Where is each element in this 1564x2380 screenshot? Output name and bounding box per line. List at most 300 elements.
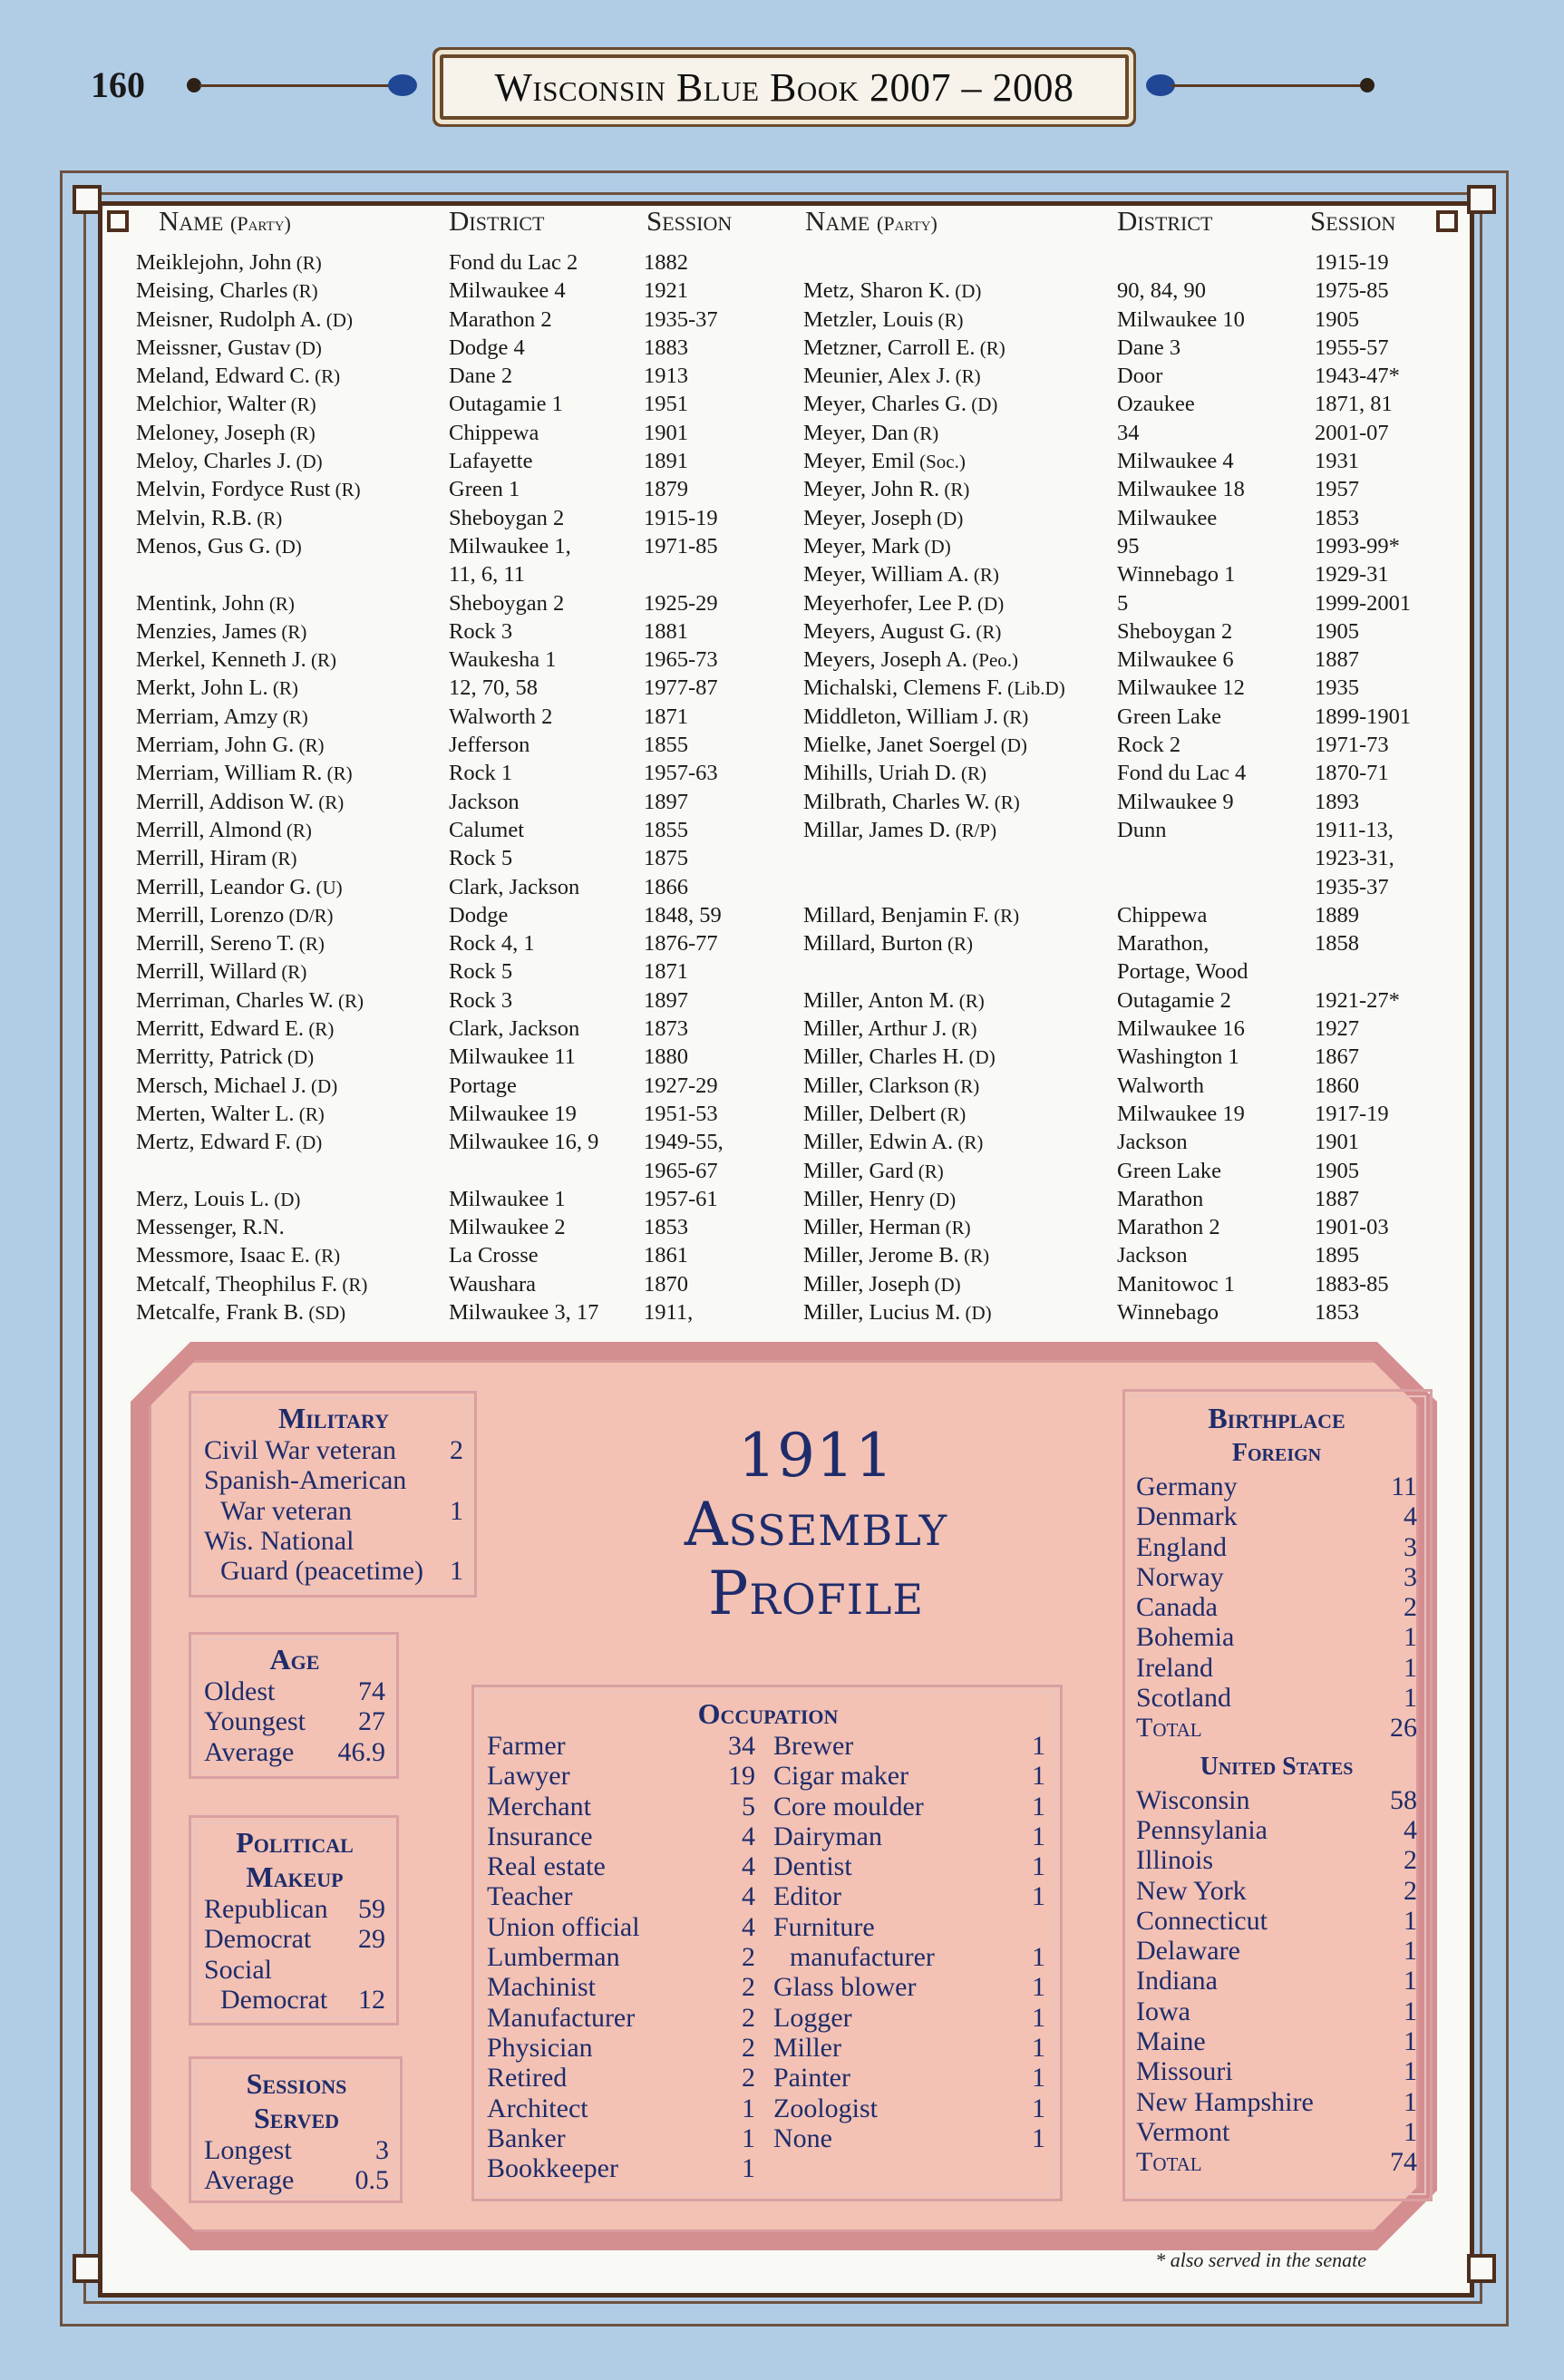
member-district: Winnebago	[1117, 1299, 1219, 1325]
party-abbrev: (D)	[967, 393, 998, 416]
party-abbrev: (R)	[294, 1103, 325, 1125]
member-district: 34	[1117, 420, 1140, 445]
party-abbrev: (D)	[972, 592, 1005, 615]
member-session: 1895	[1315, 1243, 1359, 1268]
roster-row	[803, 1100, 1456, 1128]
member-session: 1876-77	[644, 931, 718, 957]
sessions-title-line2: Served	[253, 2102, 340, 2134]
roster-row	[803, 447, 1456, 475]
party-abbrev: (D)	[321, 308, 353, 331]
member-district: Portage	[449, 1073, 517, 1098]
sessions-rows	[204, 2135, 389, 2196]
member-district: Dodge	[449, 902, 509, 928]
party-abbrev: (R)	[287, 280, 318, 303]
member-session: 1871	[644, 704, 688, 729]
book-title: Wisconsin Blue Book 2007 – 2008	[494, 64, 1074, 110]
member-district: 11, 6, 11	[449, 562, 525, 588]
member-name: Mersch, Michael J. (D)	[136, 1073, 338, 1098]
party-abbrev: (R)	[314, 791, 345, 813]
party-abbrev: (R)	[935, 1103, 967, 1125]
party-abbrev: (R)	[933, 308, 964, 331]
foreign-birthplace-rows	[1136, 1472, 1417, 1713]
member-district: 5	[1117, 590, 1129, 616]
member-name: Miller, Joseph (D)	[803, 1271, 961, 1297]
roster-row	[136, 1241, 789, 1269]
occupation-row: Core moulder 1	[773, 1791, 1045, 1821]
party-abbrev: (R)	[251, 507, 283, 529]
party-abbrev: (R)	[947, 1018, 977, 1041]
party-abbrev: (D)	[924, 1188, 957, 1210]
member-session: 1883-85	[1315, 1271, 1389, 1297]
roster-row	[803, 929, 1456, 957]
birthplace-title: Birthplace	[1208, 1402, 1345, 1434]
party-abbrev: (Peo.)	[967, 649, 1019, 672]
birthplace-row: Connecticut 1	[1136, 1905, 1417, 1936]
birthplace-row: Norway 3	[1136, 1561, 1417, 1592]
member-name: Meisner, Rudolph A. (D)	[136, 306, 353, 332]
member-session: 1935	[1315, 675, 1359, 701]
party-abbrev: (R)	[908, 422, 939, 444]
occupation-row: Dairyman 1	[773, 1821, 1045, 1851]
party-abbrev: (D)	[268, 1188, 301, 1210]
political-row: Democrat 12	[220, 1984, 385, 2015]
member-session: 1935-37	[644, 306, 718, 332]
member-district: Walworth	[1117, 1073, 1205, 1098]
header-name-right: Name (Party)	[805, 205, 937, 237]
political-row: Social	[204, 1954, 272, 1985]
occupation-row: Merchant 5	[487, 1791, 755, 1821]
party-abbrev: (R)	[337, 1273, 368, 1296]
member-session: 1899-1901	[1315, 704, 1412, 729]
member-session: 1901	[644, 420, 688, 445]
party-abbrev: (R)	[267, 677, 298, 700]
roster-row	[803, 419, 1456, 447]
member-session: 1897	[644, 789, 688, 814]
birthplace-row: Delaware 1	[1136, 1936, 1417, 1967]
occupation-row: Lumberman 2	[487, 1942, 755, 1973]
military-box	[189, 1391, 477, 1598]
age-row: Youngest 27	[204, 1706, 385, 1737]
roster-row	[803, 334, 1456, 362]
roster-row	[136, 390, 789, 418]
roster-row	[803, 1185, 1456, 1213]
member-district: 95	[1117, 533, 1140, 559]
occupation-row: Insurance 4	[487, 1821, 755, 1851]
header-rule-right	[1171, 84, 1364, 87]
political-row: Republican 59	[204, 1894, 385, 1924]
member-session: 1951	[644, 392, 688, 417]
member-district: Marathon	[1117, 1186, 1204, 1211]
member-district: Jefferson	[449, 733, 530, 758]
footnote: * also served in the senate	[1155, 2249, 1366, 2271]
member-name: Merriam, William R. (R)	[136, 761, 353, 786]
header-session-left: Session	[646, 205, 733, 237]
page-number: 160	[91, 64, 145, 105]
frame-corner-ornament	[73, 185, 102, 214]
member-district: La Crosse	[449, 1243, 539, 1268]
party-abbrev: (R)	[286, 393, 316, 416]
member-district: Clark, Jackson	[449, 1016, 580, 1042]
frame-corner-ornament	[107, 210, 129, 232]
header-ornament-oval-left	[388, 74, 417, 96]
member-name: Miller, Edwin A. (R)	[803, 1130, 984, 1155]
military-row: Civil War veteran 2	[204, 1435, 463, 1465]
roster-row	[803, 1128, 1456, 1156]
member-name: Metcalfe, Frank B. (SD)	[136, 1299, 346, 1325]
member-session: 1921	[644, 278, 688, 304]
member-name: Messenger, R.N.	[136, 1215, 285, 1240]
roster-row	[136, 929, 789, 957]
header-district-right: District	[1117, 205, 1213, 237]
member-district: Jackson	[1117, 1130, 1188, 1155]
roster-row	[136, 475, 789, 503]
birthplace-row: New Hampshire 1	[1136, 2086, 1417, 2117]
party-abbrev: (R)	[942, 933, 974, 956]
member-name: Metz, Sharon K. (D)	[803, 278, 982, 304]
member-name: Messmore, Isaac E. (R)	[136, 1243, 341, 1268]
member-district: Manitowoc 1	[1117, 1271, 1235, 1297]
occupation-row: None 1	[773, 2123, 1045, 2153]
member-name: Merriman, Charles W. (R)	[136, 987, 364, 1013]
roster-row	[136, 674, 789, 702]
member-name: Meyer, Mark (D)	[803, 533, 951, 559]
military-row: Wis. National	[204, 1525, 355, 1556]
party-abbrev: (R)	[294, 734, 325, 757]
member-name: Meyer, John R. (R)	[803, 477, 970, 502]
party-abbrev: (D)	[996, 734, 1027, 757]
member-session: 1943-47*	[1315, 364, 1400, 389]
member-session: 1891	[644, 449, 688, 474]
header-ornament-dot-right	[1360, 78, 1375, 92]
birthplace-row: Wisconsin 58	[1136, 1784, 1417, 1815]
member-session: 1951-53	[644, 1101, 718, 1126]
member-session: 1905	[1315, 1158, 1359, 1183]
occupation-title: Occupation	[697, 1697, 839, 1730]
member-name: Meyer, Dan (R)	[803, 420, 939, 445]
header-rule-left	[199, 84, 392, 87]
roster-row	[136, 447, 789, 475]
member-name: Menos, Gus G. (D)	[136, 533, 302, 559]
birthplace-row: Pennsylania 4	[1136, 1814, 1417, 1845]
member-district: Milwaukee 16	[1117, 1016, 1245, 1042]
roster-row	[136, 1100, 789, 1128]
foreign-total-row: Total 26	[1136, 1713, 1417, 1744]
occupation-row: Lawyer 19	[487, 1761, 755, 1792]
birthplace-box	[1122, 1389, 1433, 2201]
member-session: 1965-67	[644, 1158, 718, 1183]
member-session: 1905	[1315, 306, 1359, 332]
us-birthplace-rows	[1136, 1785, 1417, 2148]
member-district: Rock 3	[449, 618, 513, 644]
member-session: 1925-29	[644, 590, 718, 616]
roster-row	[803, 703, 1456, 731]
member-session: 1860	[1315, 1073, 1359, 1098]
member-session: 1871, 81	[1315, 392, 1393, 417]
occupation-row: Glass blower 1	[773, 1972, 1045, 2003]
member-district: Green Lake	[1117, 1158, 1221, 1183]
member-district: Milwaukee 1,	[449, 533, 571, 559]
member-district: Chippewa	[1117, 902, 1208, 928]
roster-right	[803, 248, 1456, 1326]
member-name: Millar, James D. (R/P)	[803, 817, 997, 842]
member-session: 1927-29	[644, 1073, 718, 1098]
birthplace-row: Denmark 4	[1136, 1501, 1417, 1532]
member-name: Menzies, James (R)	[136, 618, 307, 644]
roster-row	[803, 1015, 1456, 1043]
member-name: Meloney, Joseph (R)	[136, 420, 316, 445]
roster-row	[136, 1015, 789, 1043]
roster-row	[136, 1270, 789, 1298]
member-session: 1911-13,	[1315, 817, 1394, 842]
member-district: Rock 3	[449, 987, 513, 1013]
occupation-row: Manufacturer 2	[487, 2002, 755, 2033]
roster-row	[136, 1072, 789, 1100]
header-name-left: Name (Party)	[159, 205, 291, 237]
member-name: Meyers, Joseph A. (Peo.)	[803, 647, 1019, 673]
roster-row	[136, 532, 789, 560]
party-abbrev: (R)	[281, 819, 312, 841]
roster-row	[136, 362, 789, 390]
sessions-row: Average 0.5	[204, 2165, 389, 2196]
occupation-row: Editor 1	[773, 1881, 1045, 1912]
age-row: Oldest 74	[204, 1676, 385, 1706]
roster-row	[803, 1270, 1456, 1298]
roster-row	[136, 560, 789, 588]
roster-row	[136, 957, 789, 986]
party-abbrev: (U)	[311, 876, 343, 899]
member-name: Meyerhofer, Lee P. (D)	[803, 590, 1005, 616]
member-name: Miller, Jerome B. (R)	[803, 1243, 990, 1268]
member-district: Rock 5	[449, 959, 513, 985]
roster-row	[803, 759, 1456, 787]
occupation-list-right	[773, 1731, 1045, 2183]
sessions-served-box	[189, 2056, 403, 2203]
member-session: 1873	[644, 1016, 688, 1042]
frame-corner-ornament	[1436, 210, 1458, 232]
member-district: Milwaukee 3, 17	[449, 1299, 599, 1325]
profile-heading-year: 1911	[738, 1421, 894, 1491]
member-district: Milwaukee 2	[449, 1215, 566, 1240]
roster-row	[136, 986, 789, 1015]
member-district: Milwaukee 16, 9	[449, 1130, 599, 1155]
political-row: Democrat 29	[204, 1924, 385, 1955]
member-session: 1957-63	[644, 761, 718, 786]
member-name: Miller, Anton M. (R)	[803, 987, 985, 1013]
party-abbrev: (D)	[306, 1074, 338, 1097]
party-abbrev: (R)	[948, 1074, 980, 1097]
member-name: Miller, Herman (R)	[803, 1215, 971, 1240]
member-session: 1917-19	[1315, 1101, 1389, 1126]
roster-row	[136, 816, 789, 844]
party-abbrev: (D)	[949, 280, 982, 303]
member-session: 1855	[644, 733, 688, 758]
occupation-row: Furniture	[773, 1911, 875, 1942]
member-district: Marathon,	[1117, 931, 1209, 957]
occupation-row: Machinist 2	[487, 1972, 755, 2003]
age-box	[189, 1632, 399, 1779]
roster-row	[136, 1298, 789, 1326]
member-session: 1853	[1315, 505, 1359, 530]
profile-heading-line2: Assembly	[684, 1490, 948, 1559]
member-session: 1971-73	[1315, 733, 1389, 758]
member-district: Washington 1	[1117, 1044, 1239, 1070]
party-abbrev: (R)	[309, 365, 341, 388]
member-name: Michalski, Clemens F. (Lib.D)	[803, 675, 1065, 701]
member-session: 1911,	[644, 1299, 694, 1325]
member-name: Merrill, Sereno T. (R)	[136, 931, 325, 957]
member-session: 1955-57	[1315, 335, 1389, 360]
member-session: 1897	[644, 987, 688, 1013]
member-session: 1971-85	[644, 533, 718, 559]
military-title: Military	[278, 1402, 389, 1434]
member-name: Meyer, Charles G. (D)	[803, 392, 998, 417]
member-district: Winnebago 1	[1117, 562, 1236, 588]
member-session: 1913	[644, 364, 688, 389]
member-district: Milwaukee	[1117, 505, 1218, 530]
member-name: Melvin, R.B. (R)	[136, 505, 283, 530]
member-session: 1889	[1315, 902, 1359, 928]
party-abbrev: (R)	[950, 365, 981, 388]
member-session: 1882	[644, 250, 688, 275]
member-district: Walworth 2	[449, 704, 553, 729]
member-session: 1927	[1315, 1016, 1359, 1042]
roster-row	[803, 390, 1456, 418]
member-name: Merkt, John L. (R)	[136, 675, 298, 701]
member-session: 1949-55,	[644, 1130, 724, 1155]
member-session: 1880	[644, 1044, 688, 1070]
member-name: Milbrath, Charles W. (R)	[803, 789, 1020, 814]
roster-row	[136, 277, 789, 305]
member-name: Meloy, Charles J. (D)	[136, 449, 323, 474]
occupation-row: Logger 1	[773, 2002, 1045, 2033]
member-name: Mentink, John (R)	[136, 590, 295, 616]
roster-row	[136, 1157, 789, 1185]
party-abbrev: (R)	[913, 1160, 944, 1182]
member-name: Miller, Charles H. (D)	[803, 1044, 996, 1070]
military-row: War veteran 1	[220, 1495, 463, 1526]
member-name: Metcalf, Theophilus F. (R)	[136, 1271, 368, 1297]
political-rows	[204, 1894, 385, 2015]
member-name: Miller, Clarkson (R)	[803, 1073, 980, 1098]
member-district: Green 1	[449, 477, 520, 502]
member-session: 1858	[1315, 931, 1359, 957]
member-district: Green Lake	[1117, 704, 1221, 729]
member-name: Merritt, Edward E. (R)	[136, 1016, 335, 1042]
occupation-row: Miller 1	[773, 2032, 1045, 2063]
member-session: 1861	[644, 1243, 688, 1268]
member-district: Waushara	[449, 1271, 536, 1297]
occupation-row: Farmer 34	[487, 1731, 755, 1761]
occupation-row: Bookkeeper 1	[487, 2153, 755, 2184]
member-session: 1921-27*	[1315, 987, 1400, 1013]
member-name: Merten, Walter L. (R)	[136, 1101, 325, 1126]
member-name: Mihills, Uriah D. (R)	[803, 761, 987, 786]
roster-row	[803, 248, 1456, 277]
member-session: 1957	[1315, 477, 1359, 502]
member-name: Merrill, Lorenzo (D/R)	[136, 902, 334, 928]
roster-row	[803, 844, 1456, 872]
member-name: Merritty, Patrick (D)	[136, 1044, 315, 1070]
military-row: Guard (peacetime) 1	[220, 1556, 463, 1587]
member-session: 1871	[644, 959, 688, 985]
member-session: 2001-07	[1315, 420, 1389, 445]
member-district: 90, 84, 90	[1117, 278, 1206, 304]
roster-row	[803, 504, 1456, 532]
roster-row	[803, 1241, 1456, 1269]
member-district: Chippewa	[449, 420, 539, 445]
us-total-row: Total 74	[1136, 2147, 1417, 2178]
member-name: Millard, Benjamin F. (R)	[803, 902, 1020, 928]
roster-row	[136, 788, 789, 816]
member-district: Milwaukee 4	[1117, 449, 1234, 474]
party-abbrev: (R)	[285, 422, 316, 444]
party-abbrev: (D)	[270, 535, 302, 558]
roster-row	[136, 901, 789, 929]
member-name: Merkel, Kenneth J. (R)	[136, 647, 337, 673]
member-district: Clark, Jackson	[449, 874, 580, 899]
member-session: 1848, 59	[644, 902, 722, 928]
member-session: 1881	[644, 618, 688, 644]
party-abbrev: (R)	[954, 989, 985, 1012]
occupation-row: Physician 2	[487, 2032, 755, 2063]
member-district: Milwaukee 10	[1117, 306, 1245, 332]
party-abbrev: (R)	[291, 252, 322, 274]
military-row: Spanish-American	[204, 1465, 407, 1496]
roster-row	[136, 1043, 789, 1071]
member-district: 12, 70, 58	[449, 675, 538, 701]
roster-row	[136, 1128, 789, 1156]
member-district: Jackson	[1117, 1243, 1188, 1268]
roster-row	[803, 731, 1456, 759]
member-session: 1929-31	[1315, 562, 1389, 588]
member-name: Metzner, Carroll E. (R)	[803, 335, 1005, 360]
member-session: 1915-19	[644, 505, 718, 530]
occupation-row: manufacturer 1	[790, 1942, 1045, 1973]
member-district: Milwaukee 6	[1117, 647, 1234, 673]
member-session: 1915-19	[1315, 250, 1389, 275]
member-name: Merz, Louis L. (D)	[136, 1186, 301, 1211]
occupation-row: Banker 1	[487, 2123, 755, 2153]
party-abbrev: (R)	[267, 848, 297, 870]
roster-row	[136, 731, 789, 759]
member-district: Outagamie 2	[1117, 987, 1231, 1013]
member-name: Miller, Arthur J. (R)	[803, 1016, 977, 1042]
member-district: Fond du Lac 4	[1117, 761, 1247, 786]
party-abbrev: (R)	[294, 933, 325, 956]
birthplace-row: Indiana 1	[1136, 1966, 1417, 1996]
member-district: Fond du Lac 2	[449, 250, 578, 275]
roster-row	[136, 1213, 789, 1241]
occupation-row: Painter 1	[773, 2063, 1045, 2093]
profile-heading-line3: Profile	[708, 1559, 924, 1628]
member-session: 1905	[1315, 618, 1359, 644]
member-district: Milwaukee 19	[1117, 1101, 1245, 1126]
party-abbrev: (R)	[997, 705, 1029, 728]
member-session: 1977-87	[644, 675, 718, 701]
party-abbrev: (R)	[322, 763, 353, 785]
member-district: Calumet	[449, 817, 525, 842]
party-abbrev: (D)	[929, 1273, 961, 1296]
party-abbrev: (R)	[309, 1245, 341, 1268]
member-session: 1867	[1315, 1044, 1359, 1070]
member-district: Door	[1117, 364, 1163, 389]
occupation-row: Union official 4	[487, 1911, 755, 1942]
member-district: Milwaukee 11	[449, 1044, 576, 1070]
roster-row	[803, 475, 1456, 503]
party-abbrev: (R)	[956, 763, 987, 785]
member-name: Merrill, Willard (R)	[136, 959, 307, 985]
birthplace-row: Germany 11	[1136, 1472, 1417, 1501]
